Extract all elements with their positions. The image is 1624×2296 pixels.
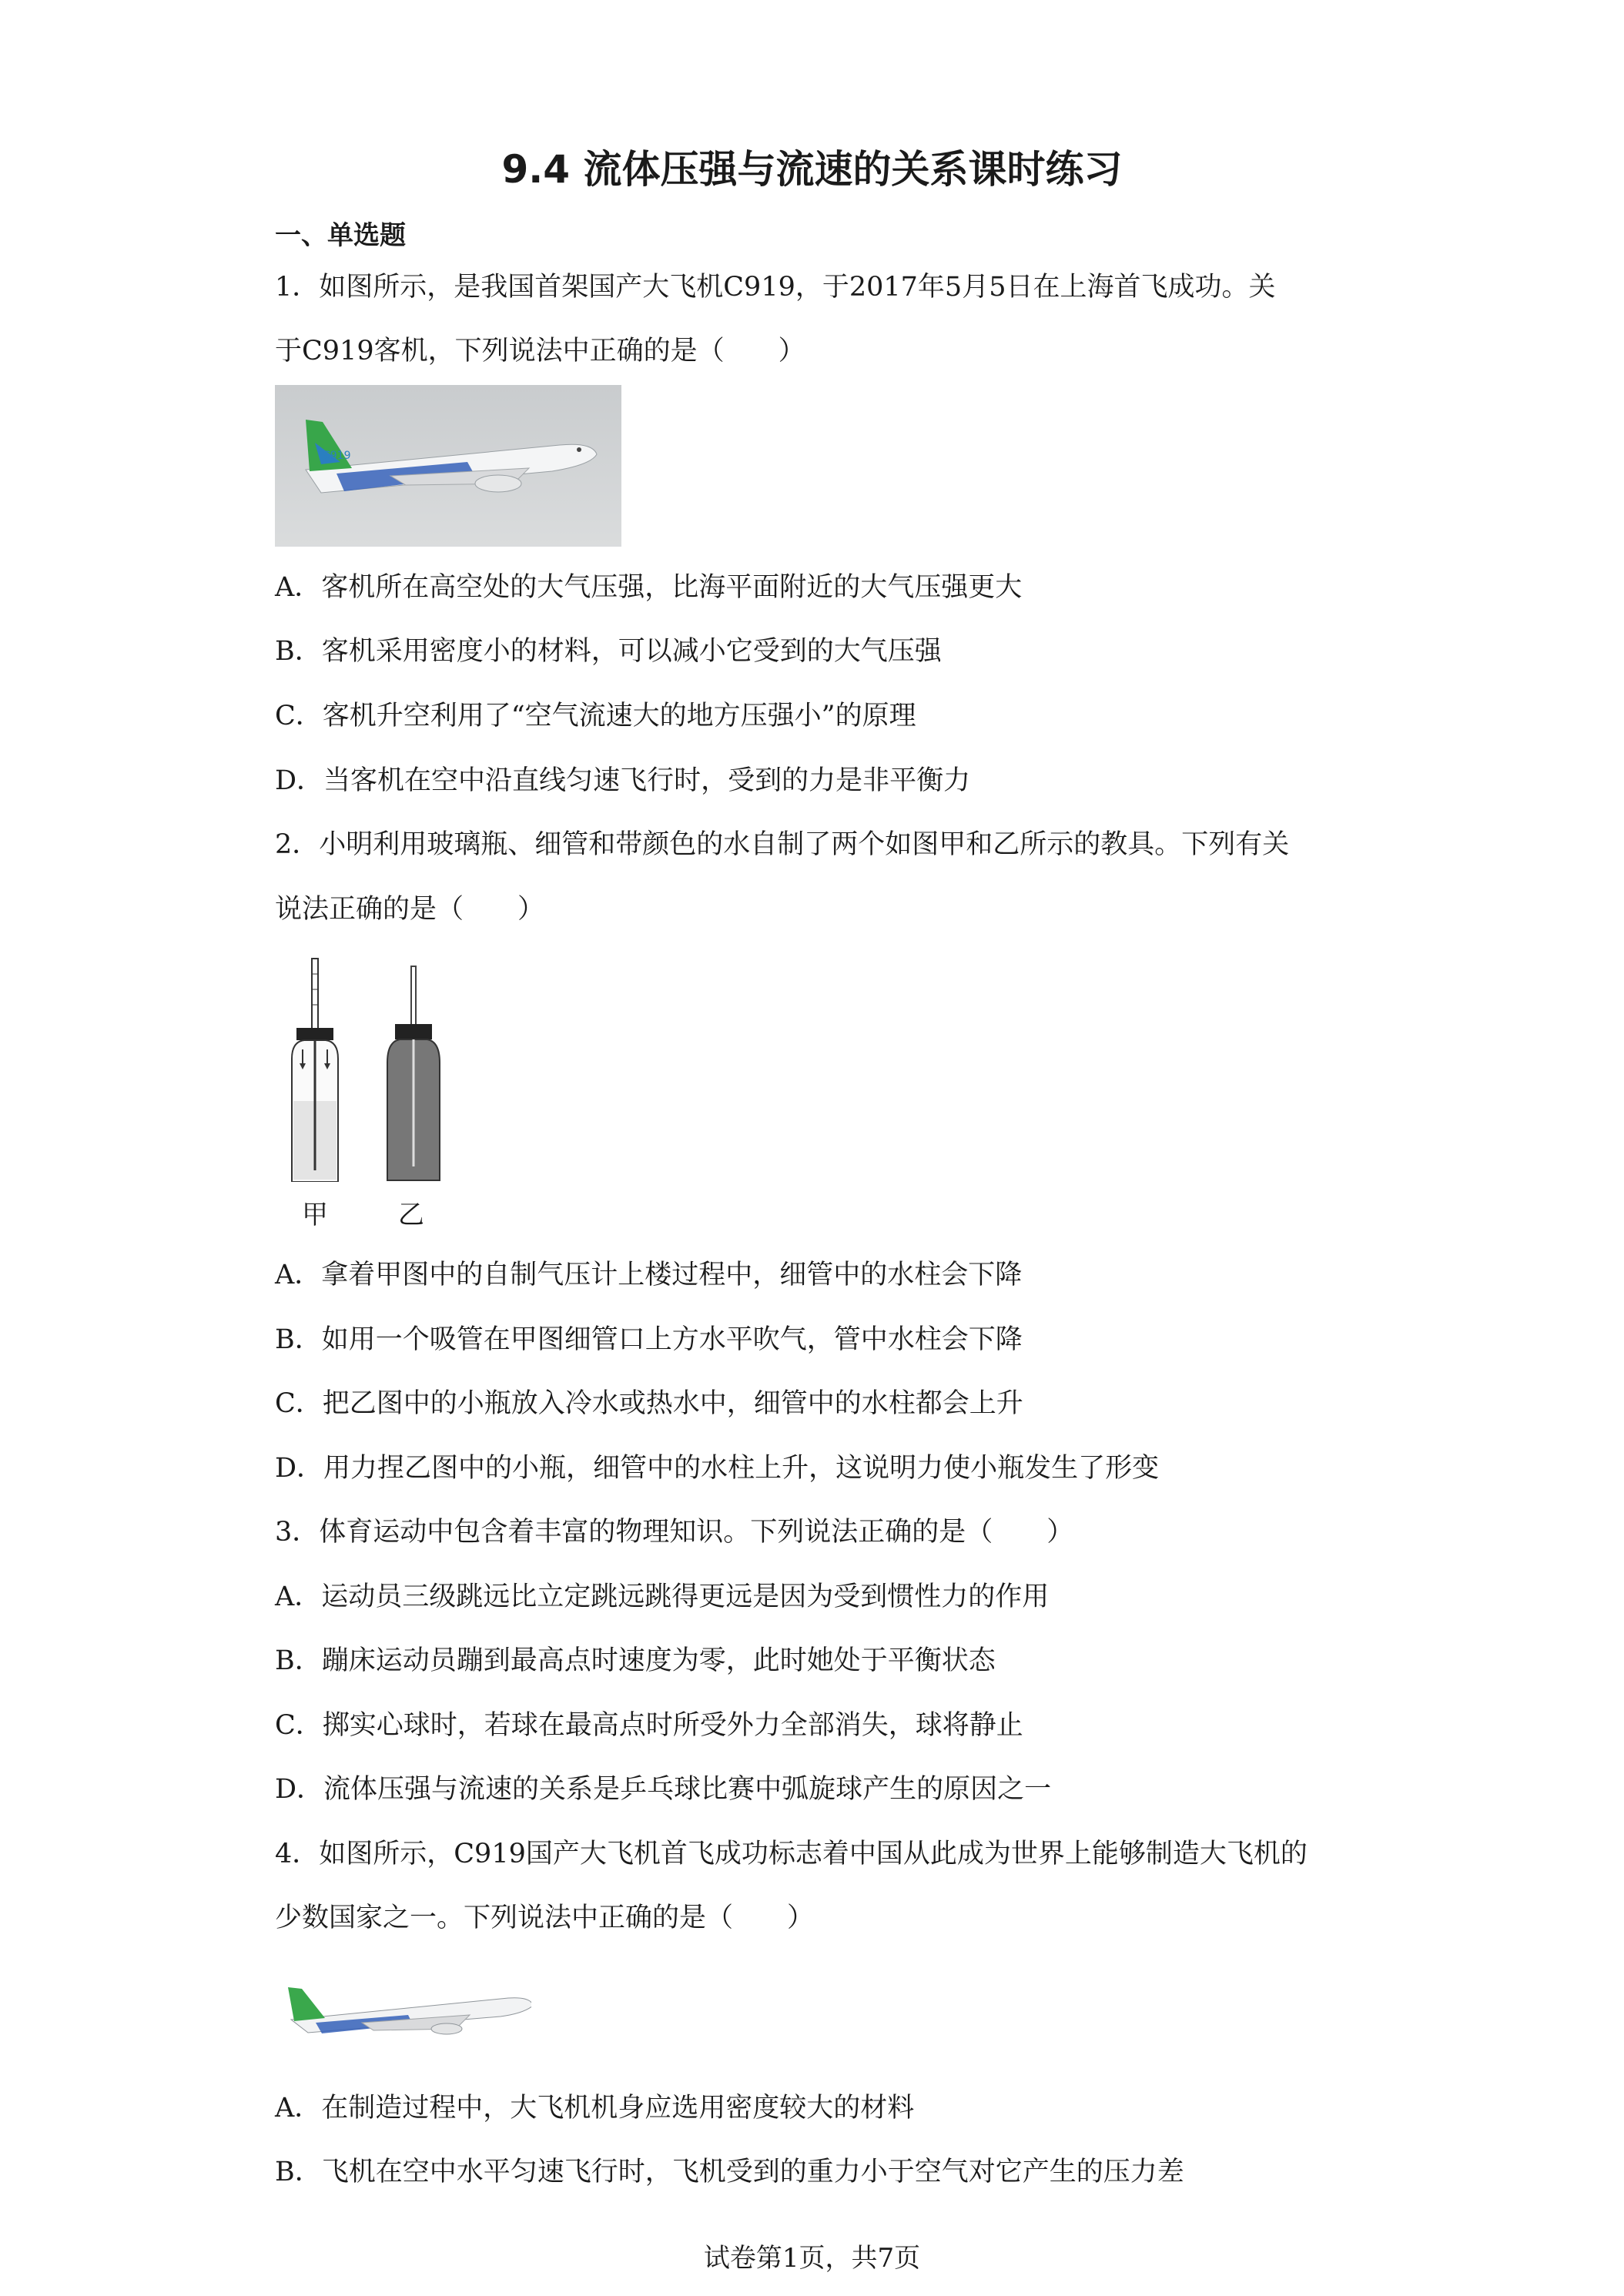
bottle-barometer-diagram [275, 951, 460, 1182]
q2-option-c: C．把乙图中的小瓶放入冷水或热水中，细管中的水柱都会上升 [275, 1388, 1023, 1419]
section-heading: 一、单选题 [275, 220, 406, 251]
q2-option-d: D．用力捏乙图中的小瓶，细管中的水柱上升，这说明力使小瓶发生了形变 [275, 1453, 1160, 1484]
q4-stem-line2: 少数国家之一。下列说法中正确的是（ ） [275, 1903, 815, 1933]
svg-text:C919: C919 [323, 450, 351, 462]
q1-stem-line2: 于C919客机，下列说法中正确的是（ ） [275, 336, 805, 366]
q4-option-b: B．飞机在空中水平匀速飞行时，飞机受到的重力小于空气对它产生的压力差 [275, 2157, 1184, 2187]
q3-option-a: A．运动员三级跳远比立定跳远跳得更远是因为受到惯性力的作用 [275, 1581, 1050, 1612]
c919-airplane-image-small [277, 1975, 531, 2044]
page-footer: 试卷第1页，共7页 [703, 2243, 921, 2274]
q2-stem-line2: 说法正确的是（ ） [275, 894, 545, 925]
label-yi: 乙 [398, 1200, 424, 1230]
q1-option-b: B．客机采用密度小的材料，可以减小它受到的大气压强 [275, 636, 942, 667]
q2-stem-line1: 2．小明利用玻璃瓶、细管和带颜色的水自制了两个如图甲和乙所示的教具。下列有关 [275, 829, 1290, 860]
c919-airplane-image [275, 385, 621, 547]
q4-option-a: A．在制造过程中，大飞机机身应选用密度较大的材料 [275, 2093, 915, 2124]
q3-option-c: C．掷实心球时，若球在最高点时所受外力全部消失，球将静止 [275, 1710, 1023, 1741]
q1-option-c: C．客机升空利用了“空气流速大的地方压强小”的原理 [275, 701, 916, 731]
q1-option-d: D．当客机在空中沿直线匀速飞行时，受到的力是非平衡力 [275, 765, 971, 796]
label-jia: 甲 [302, 1200, 328, 1230]
q2-option-b: B．如用一个吸管在甲图细管口上方水平吹气，管中水柱会下降 [275, 1324, 1023, 1355]
q1-stem-line1: 1．如图所示，是我国首架国产大飞机C919，于2017年5月5日在上海首飞成功。关 [275, 272, 1276, 303]
page-title: 9.4 流体压强与流速的关系课时练习 [501, 147, 1123, 192]
q2-option-a: A．拿着甲图中的自制气压计上楼过程中，细管中的水柱会下降 [275, 1260, 1023, 1290]
q3-option-b: B．蹦床运动员蹦到最高点时速度为零，此时她处于平衡状态 [275, 1645, 996, 1676]
q4-stem-line1: 4．如图所示，C919国产大飞机首飞成功标志着中国从此成为世界上能够制造大飞机的 [275, 1839, 1308, 1869]
q3-option-d: D．流体压强与流速的关系是乒乓球比赛中弧旋球产生的原因之一 [275, 1774, 1052, 1805]
q3-stem: 3．体育运动中包含着丰富的物理知识。下列说法正确的是（ ） [275, 1517, 1074, 1548]
q1-option-a: A．客机所在高空处的大气压强，比海平面附近的大气压强更大 [275, 572, 1023, 603]
